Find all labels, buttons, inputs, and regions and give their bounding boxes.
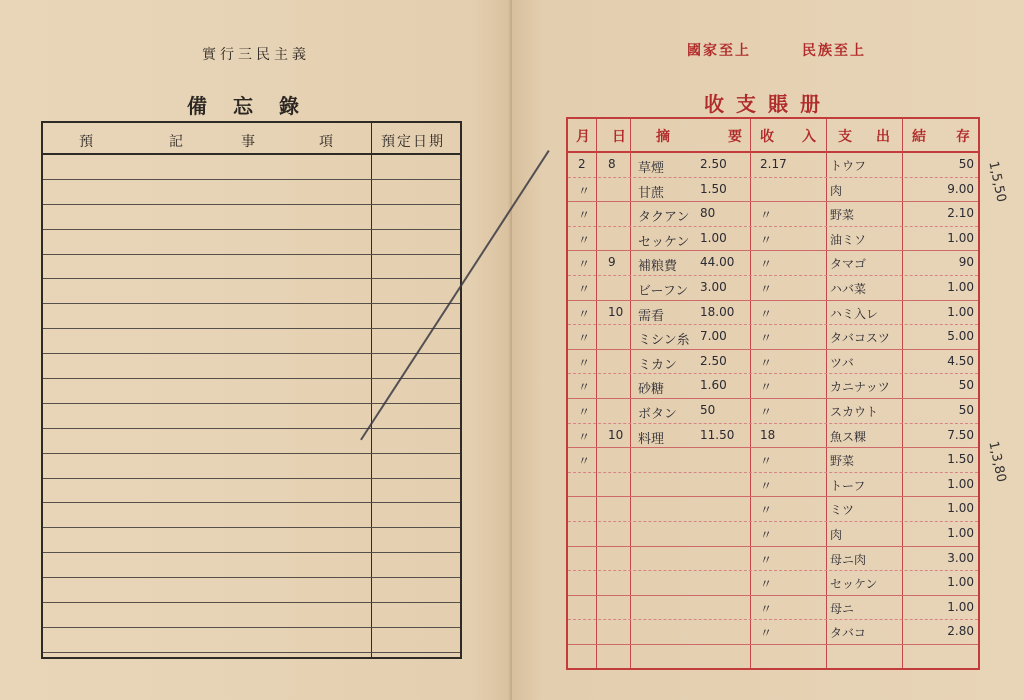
ledger-income: 〃 [760,380,773,395]
margin-note-lower: 1,3,80 [985,440,1009,484]
ledger-expense-item: 魚ス粿 [830,429,867,444]
ledger-balance: 1.00 [947,525,974,540]
ledger-month: 〃 [578,281,591,296]
ledger-balance: 1.50 [947,452,974,467]
ledger-expense-item: ハバ菜 [830,281,867,296]
ledger-balance: 7.50 [947,427,974,442]
ledger-row [568,522,978,547]
memo-col-xiang: 項 [319,134,333,150]
ledger-summary: 需看 [638,308,665,324]
ledger-balance: 50 [958,402,974,417]
ledger-col-summary-b: 要 [728,129,742,145]
ledger-summary: 補粮費 [638,259,678,275]
ledger-summary-amount: 7.00 [700,329,727,344]
ledger-row [568,424,978,449]
ledger-balance: 1.00 [947,476,974,491]
memo-col-ji: 記 [169,134,183,150]
ledger-summary: セッケン [638,234,690,250]
memo-row [43,429,460,454]
memo-row [43,155,460,180]
ledger-expense-item: セッケン [830,577,878,592]
ledger-month: 〃 [578,331,591,346]
ledger-month: 〃 [578,454,591,469]
ledger-balance: 9.00 [947,181,974,196]
ledger-row [568,547,978,572]
ledger-day: 10 [608,304,624,319]
ledger-title: 收支賬册 [704,92,832,116]
ledger-expense-item: ツバ [830,355,854,370]
ledger-expense-item: 肉 [830,527,843,542]
ledger-month: 〃 [578,257,591,272]
ledger-income: 〃 [760,454,773,469]
ledger-balance: 50 [958,157,974,171]
memo-row [43,205,460,230]
ledger-row [568,202,978,227]
ledger-row [568,374,978,399]
memo-row [43,479,460,504]
ledger-income: 〃 [760,626,773,641]
memo-row [43,180,460,205]
ledger-income: 〃 [760,232,773,247]
memo-col-shi: 事 [241,134,255,150]
ledger-expense-item: 野菜 [830,208,855,223]
memo-table-header [43,123,460,155]
ledger-balance: 1.00 [947,575,974,590]
ledger-col-expense-b: 出 [876,129,890,145]
ledger-summary: タクアン [638,210,690,226]
memo-row [43,628,460,653]
ledger-summary-amount: 2.50 [700,353,727,368]
ledger-income: 2.17 [760,157,787,171]
ledger-summary-amount: 3.00 [700,279,727,294]
ledger-balance: 2.80 [947,624,974,639]
ledger-col-day: 日 [612,129,626,145]
ledger-col-expense-a: 支 [838,129,852,145]
ledger-month: 〃 [578,183,591,198]
ledger-row [568,325,978,350]
ledger-income: 〃 [760,404,773,419]
ledger-month: 〃 [578,232,591,247]
ledger-summary: 砂糖 [638,382,665,398]
ledger-row [568,178,978,203]
ledger-month: 2 [578,157,586,171]
ledger-income: 〃 [760,257,773,272]
ledger-balance: 1.00 [947,304,974,319]
ledger-row [568,448,978,473]
ledger-summary: ミシン糸 [638,333,690,349]
ledger-expense-item: タバコ [830,626,866,641]
ledger-balance: 3.00 [947,550,974,565]
memo-row [43,329,460,354]
ledger-summary-amount: 1.50 [700,181,727,196]
ledger-summary: ボタン [638,406,678,422]
ledger-income: 〃 [760,527,773,542]
ledger-day: 8 [608,157,616,171]
ledger-summary-amount: 18.00 [700,304,735,319]
memo-row [43,603,460,628]
memo-rows [43,155,460,653]
ledger-summary: ミカン [638,357,678,373]
ledger-income: 〃 [760,577,773,592]
ledger-col-balance-b: 存 [956,129,970,145]
ledger-row [568,571,978,596]
ledger-balance: 1.00 [947,230,974,245]
ledger-income: 〃 [760,331,773,346]
ledger-month: 〃 [578,355,591,370]
ledger-balance: 1.00 [947,279,974,294]
ledger-balance: 50 [958,378,974,393]
ledger-row [568,301,978,326]
ledger-expense-item: ミツ [830,503,855,518]
ledger-col-income-a: 收 [760,129,774,145]
ledger-month: 〃 [578,208,591,223]
memo-row [43,578,460,603]
ledger-income: 〃 [760,601,773,616]
ledger-balance: 2.10 [947,206,974,221]
ledger-row [568,497,978,522]
ledger-row [568,153,978,178]
ledger-row [568,251,978,276]
ledger-day: 9 [608,255,616,270]
memo-row [43,503,460,528]
memo-row [43,553,460,578]
memo-row [43,255,460,280]
ledger-col-month: 月 [576,129,590,145]
ledger-day: 10 [608,427,624,442]
ledger-balance: 1.00 [947,599,974,614]
ledger-expense-item: トーフ [830,478,866,493]
ledger-income: 〃 [760,281,773,296]
ledger-expense-item: ハミ入レ [830,306,879,321]
ledger-income: 〃 [760,355,773,370]
ledger-col-summary-a: 摘 [656,129,670,145]
ledger-table [566,117,980,670]
ledger-balance: 90 [958,255,974,270]
ledger-month: 〃 [578,306,591,321]
ledger-row [568,596,978,621]
ledger-expense-item: 野菜 [830,454,855,469]
ledger-rows [568,153,978,645]
ledger-summary-amount: 2.50 [700,157,727,171]
ledger-row [568,620,978,645]
ledger-expense-item: 肉 [830,183,843,198]
memo-row [43,404,460,429]
ledger-col-balance-a: 結 [912,129,926,145]
memo-row [43,454,460,479]
ledger-summary: 草煙 [638,161,665,176]
ledger-expense-item: カニナッツ [830,380,890,395]
ledger-row [568,473,978,498]
ledger-col-income-b: 入 [802,129,816,145]
ledger-balance: 5.00 [947,329,974,344]
ledger-expense-item: 母ニ肉 [830,552,867,567]
ledger-row [568,276,978,301]
ledger-income: 18 [760,427,776,442]
ledger-expense-item: タマゴ [830,257,867,272]
margin-note-upper: 1,5,50 [985,160,1009,204]
ledger-expense-item: タバコスツ [830,331,890,346]
ledger-expense-item: 油ミソ [830,232,867,247]
ledger-summary-amount: 50 [700,402,716,417]
ledger-summary-amount: 1.60 [700,378,727,393]
ledger-month: 〃 [578,380,591,395]
motto-heading: 實行三民主義 [202,47,310,63]
memo-title: 備忘錄 [187,94,325,118]
memo-row [43,528,460,553]
ledger-month: 〃 [578,429,591,444]
ledger-summary-amount: 44.00 [700,255,735,270]
ledger-balance: 4.50 [947,353,974,368]
memo-row [43,354,460,379]
ledger-summary-amount: 1.00 [700,230,727,245]
slogan-people: 民族至上 [802,43,866,59]
ledger-row [568,227,978,252]
memo-row [43,279,460,304]
ledger-row [568,350,978,375]
memo-row [43,230,460,255]
ledger-income: 〃 [760,478,773,493]
memo-row [43,304,460,329]
slogan-nation: 國家至上 [687,43,751,59]
ledger-summary-amount: 11.50 [700,427,735,442]
ledger-summary: 甘蔗 [638,185,665,201]
ledger-month: 〃 [578,404,591,419]
ledger-balance: 1.00 [947,501,974,516]
ledger-income: 〃 [760,503,773,518]
memo-col-date: 預定日期 [381,134,445,150]
ledger-expense-item: スカウト [830,404,879,419]
ledger-summary-amount: 80 [700,206,716,221]
ledger-expense-item: トウフ [830,159,867,173]
ledger-income: 〃 [760,208,773,223]
ledger-income: 〃 [760,306,773,321]
ledger-summary: ビーフン [638,283,689,299]
ledger-summary: 料理 [638,431,665,447]
ledger-income: 〃 [760,552,773,567]
ledger-row [568,399,978,424]
ledger-expense-item: 母ニ [830,601,855,616]
memo-table [41,121,462,659]
memo-col-yu: 預 [79,134,93,150]
